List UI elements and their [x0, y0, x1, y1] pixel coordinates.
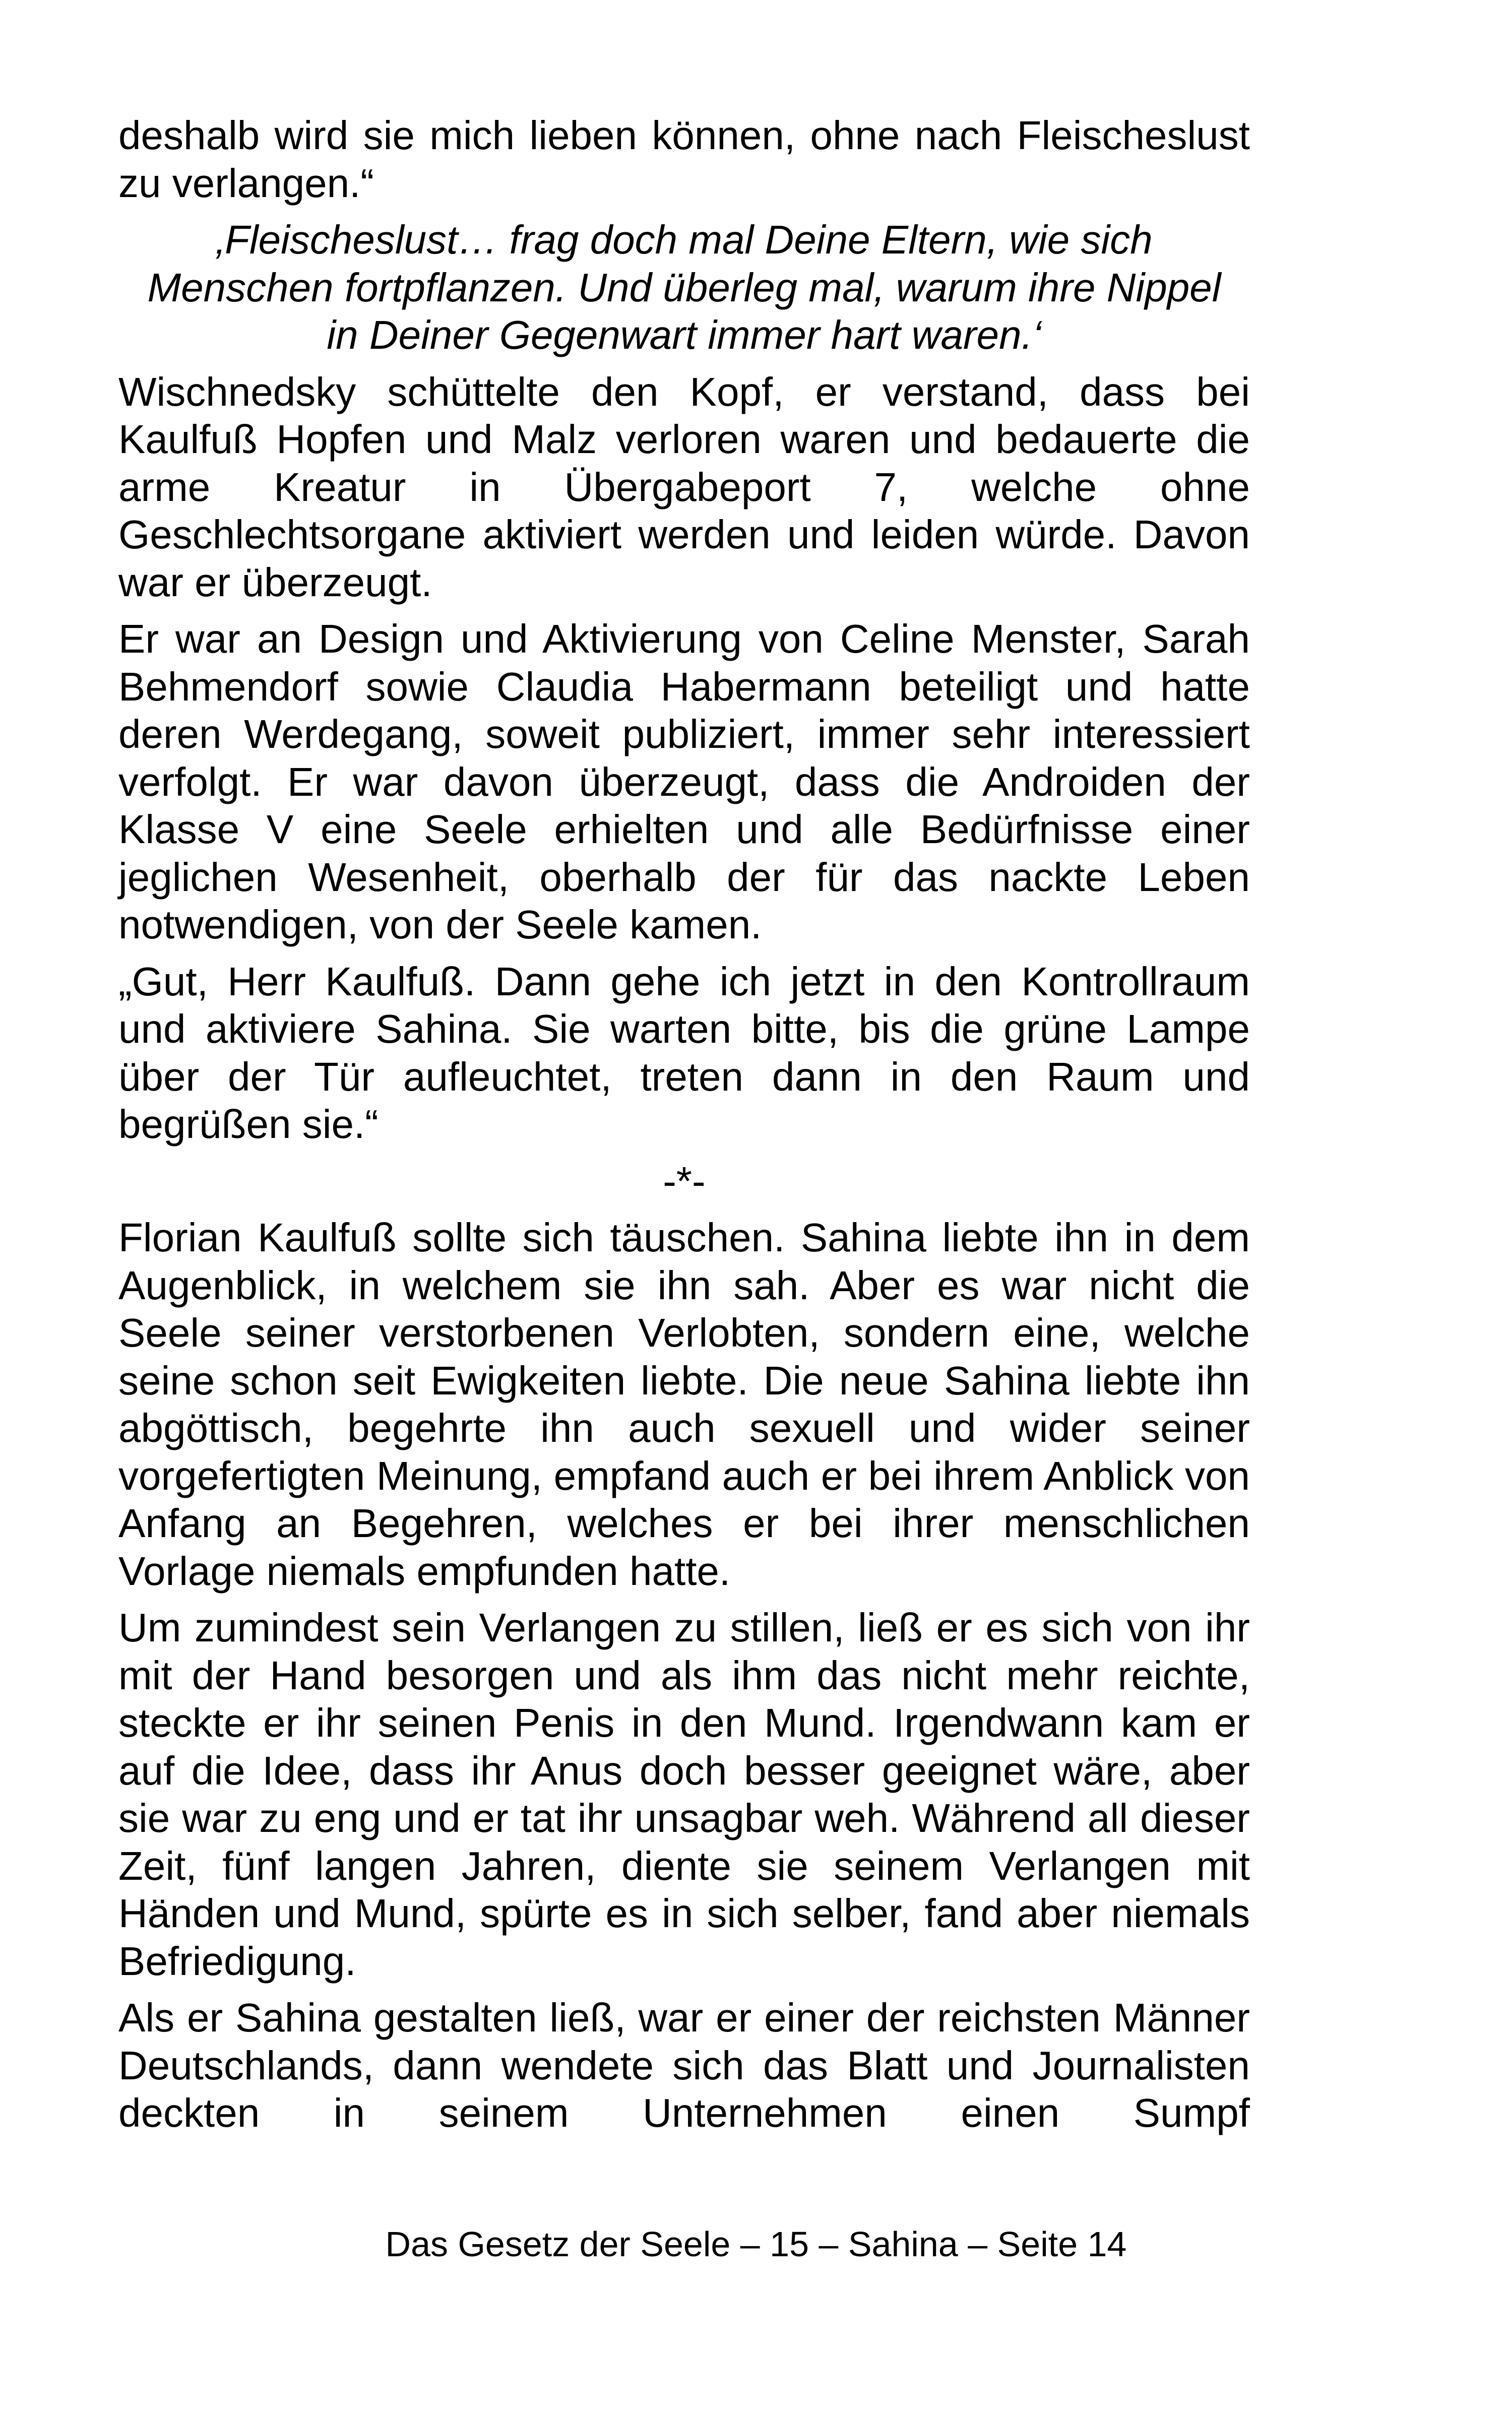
- page-footer: Das Gesetz der Seele – 15 – Sahina – Seite 14: [385, 2224, 1127, 2264]
- paragraph-5: Florian Kaulfuß sollte sich täuschen. Sahina liebte ihn in dem Augenblick, in welchem sie ihn sah. Aber es war nicht die Seele seiner verstorbenen Verlobten, sondern eine, welche seine schon seit Ewigkeiten liebte. Die neue Sahina liebte ihn abgöttisch, begehrte ihn auch sexuell und wider seiner vorgefertigten Meinung, empfand auch er bei ihrem Anblick von Anfang an Begehren, welches er bei ihrer menschlichen Vorlage niemals empfunden hatte.: [118, 1215, 1250, 1594]
- paragraph-2: Wischnedsky schüttelte den Kopf, er verstand, dass bei Kaulfuß Hopfen und Malz verloren waren und bedauerte die arme Kreatur in Übergabeport 7, welche ohne Geschlechtsorgane aktiviert werden und leiden würde. Davon war er überzeugt.: [118, 369, 1250, 605]
- paragraph-1: deshalb wird sie mich lieben können, ohne nach Fleischeslust zu verlangen.“: [118, 113, 1250, 206]
- page-body: [118, 112, 1250, 2146]
- paragraph-3: Er war an Design und Aktivierung von Celine Menster, Sarah Behmendorf sowie Claudia Habermann beteiligt und hatte deren Werdegang, soweit publiziert, immer sehr interessiert verfolgt. Er war davon überzeugt, dass die Androiden der Klasse V eine Seele erhielten und alle Bedürfnisse einer jeglichen Wesenheit, oberhalb der für das nackte Leben notwendigen, von der Seele kamen.: [118, 616, 1250, 947]
- paragraph-7: Als er Sahina gestalten ließ, war er einer der reichsten Männer Deutschlands, dann wendete sich das Blatt und Journalisten deckten in seinem Unternehmen einen Sumpf: [118, 1995, 1250, 2135]
- paragraph-4: „Gut, Herr Kaulfuß. Dann gehe ich jetzt in den Kontrollraum und aktiviere Sahina. Sie warten bitte, bis die grüne Lampe über der Tür aufleuchtet, treten dann in den Raum und begrüßen sie.“: [118, 959, 1250, 1147]
- thought-passage: ‚Fleischeslust… frag doch mal Deine Eltern, wie sich Menschen fortpflanzen. Und überleg mal, warum ihre Nippel in Deiner Gegenwart immer hart waren.‘: [147, 217, 1221, 357]
- paragraph-6: Um zumindest sein Verlangen zu stillen, ließ er es sich von ihr mit der Hand besorgen und als ihm das nicht mehr reichte, steckte er ihr seinen Penis in den Mund. Irgendwann kam er auf die Idee, dass ihr Anus doch besser geeignet wäre, aber sie war zu eng und er tat ihr unsagbar weh. Während all dieser Zeit, fünf langen Jahren, diente sie seinem Verlangen mit Händen und Mund, spürte es in sich selber, fand aber niemals Befriedigung.: [118, 1605, 1250, 1984]
- scene-separator: -*-: [663, 1158, 706, 1203]
